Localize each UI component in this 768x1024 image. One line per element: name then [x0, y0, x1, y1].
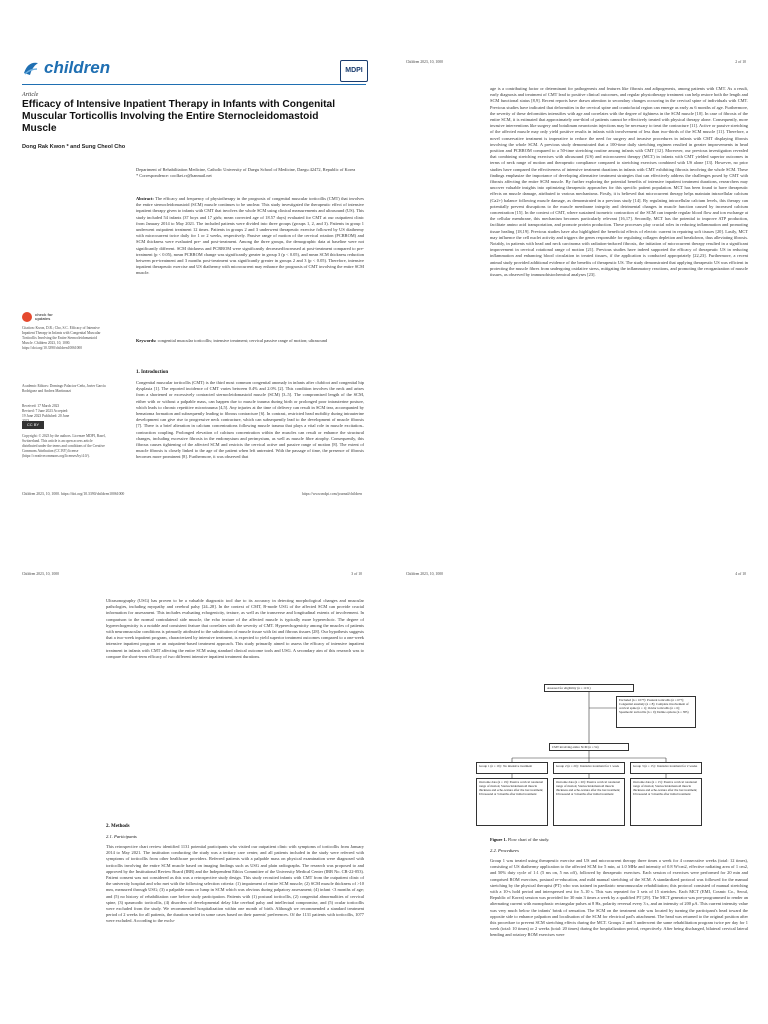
page-3-text-intro: Ultrasonography (USG) has proven to be a valuable diagnostic tool due to its accuracy in detecting morphological changes and muscular pathologies, including myopathy and cerebral palsy [24–28]. In the context of CMT, B-mode USG of the affected SCM can provide crucial information for assessment. This includes evaluating echogenicity, texture, as well as the transverse and longitudinal extents of involvement. In comparison to the normal contralateral side muscle, the echo texture of the affected muscle is typically more hyperechoic. The degree of hyperechogenicity is a notable and consistent feature that correlates with the severity of CMT. Hyperechogenicity among the muscles of patients with neuromuscular conditions is primarily attributed to the substitution of muscle tissue with fat and fibrous tissues [28]. Our hypothesis suggests that a two-week inpatient program, characterized by intensive treatment, is expected to yield superior treatment outcomes compared to a one-week intensive inpatient program or an outpatient-based treatment approach. This study primarily aimed to assess the efficacy of intensive inpatient treatment in infants with CMT affecting the entire SCM using standard clinical outcome tools and USG. A secondary aim of this research was to compare the short-term efficacy of two different intensive inpatient treatment durations.	[106, 598, 364, 659]
correspondence: * Correspondence: coolkei.rr@hanmail.net	[136, 173, 212, 178]
flow-box-excluded: Excluded (n = 1077): Postural torticollis (n = 677); Congenital anomaly (n = 8); Complete involvement of cervical spine (n = 1); Ocular torticollis (n = 6); Spasmodic torticollis (n = 0); Deline options (n = 385)	[616, 696, 696, 728]
page-number: 4 of 10	[735, 572, 746, 576]
article-dates: Received: 17 March 2023 Revised: 7 June 2023 Accepted: 19 June 2023 Published: 20 June	[22, 404, 70, 418]
flow-box-assessed: Assessed for eligibility (n = 1131)	[544, 684, 634, 692]
abstract	[136, 196, 364, 277]
page-2-text: age is a contributing factor or determinant for pathogenesis and features like fibrosis and adipogenesis, among patients with CMT. As a result, early diagnosis and treatment of CMT lead to positive clinical outcomes, and regular physiotherapy treatment can help restore both the length and SCM functional status [8,9]. Recent reports have drawn attention to secondary changes occurring in the cervical spine of individuals with CMT. Previous studies have indicated that deformities in the cervical spine and craniofacial region can emerge as early as 6 months of age. Furthermore, the severity of these deformities intensifies with age and correlates with the degree of tightness in the SCM muscle [10]. In case of fibrosis of the entire SCM, it is estimated that approximately one-third of patients cannot be effectively treated with physical therapy alone. Consequently, more invasive interventions like surgery and botulinum neurotoxin injections may be necessary to treat the contracture [11]. Active or passive stretching of the affected muscle may only yield positive results in infants with involvement of less than two-thirds of the SCM muscle [11]. Therefore, a novel conservative treatment is imperative to reduce the need for surgery and invasive procedures in infants with CMT displaying fibrosis involving the whole SCM. A previous study demonstrated that a 100-time daily stretching regimen resulted in greater improvements in head position and PCRROM compared to a 50-time stretching routine among infants with CMT [12]. Moreover, our previous investigation revealed that combining stretching exercises with ultrasound (US) and microcurrent therapy (MCT) in infants with CMT yielded superior outcomes in terms of neck range of motion and therapeutic compliance compared to stretching exercises combined with US alone [13]. However, no prior studies have compared the effectiveness of intensive treatment durations in infants with CMT exhibiting fibrosis involving the whole SCM. These findings emphasize the importance of developing alternative treatment strategies that can effectively address the challenges posed by CMT with fibrosis affecting the entire SCM muscle. By further exploring the potential benefits of intensive inpatient treatment durations, researchers may uncover valuable insights into optimizing therapeutic approaches for this specific patient population. MCT has been found to have therapeutic effects on muscle damage, attributed to various mechanisms. Firstly, it is believed that microcurrent therapy helps maintain intracellular calcium (Ca2+) balance following muscle damage, as demonstrated in a previous study [14]. By regulating intracellular calcium levels, this therapy can potentially prevent disruptions to the muscle membrane integrity and detrimental changes in muscle function caused by increased calcium concentration [15]. In the context of CMT, where sustained isometric contraction of the SCM can impede regular blood flow and ion exchange at the cellular membrane, this mechanism becomes particularly relevant [16,17]. Secondly, MCT has the potential to improve ATP production, facilitate amino acid transportation, and promote protein production. These processes play crucial roles in reducing inflammation and promoting tissue healing [18,19]. Previous studies have also highlighted the beneficial effects of electric current in repairing soft tissues [20]. Lastly, MCT may influence the cell nuclei activity and triggers the genes responsible for regulating collagen depletion and breakdown, thus alleviating fibrosis. Notably, in patients with head and neck carcinoma with radiation-induced fibrosis, the initiation of microcurrent therapy resulted in a significant improvement in cervical rotational range of motion [21]. Previous studies have indeed supported the efficacy of therapeutic US in reducing inflammation and enhancing blood circulation in treated tissues, if the application is conducted appropriately [22,23]. Furthermore, a recent animal study provided additional evidence of the benefits of therapeutic US. The study demonstrated that applying therapeutic US was efficient in protecting the muscle fibres from undergoing oxidative stress, mitigating the inflammatory reactions, and promoting the reorganization of muscle tissues, as observed by immunohistochemical analyses [23].	[490, 86, 748, 278]
flow-box-outcome-1: Outcome data (n = 19): Passive cervical rotational range of motion; Sternocleidomastoid muscle thickness and echo-texture after the last treatment; Ultrasound at 3 months after initial treatment	[476, 778, 548, 826]
flow-box-outcome-3: Outcome data (n = 15): Passive cervical rotational range of motion; Sternocleidomastoid muscle thickness and echo-texture after the last treatment; Ultrasound at 3 months after initial treatment	[630, 778, 702, 826]
footer-journal-url[interactable]: https://www.mdpi.com/journal/children	[301, 492, 362, 496]
mdpi-logo: MDPI	[340, 60, 368, 82]
section-introduction: 1. Introduction	[136, 370, 169, 375]
running-head: Children 2023, 10, 1000	[406, 60, 444, 64]
paper-title: Efficacy of Intensive Inpatient Therapy in Infants with Congenital Muscular Torticollis Involving the Entire Sternocleidomastoid Muscle	[22, 99, 336, 134]
page-number: 2 of 10	[735, 60, 746, 64]
authors: Dong Rak Kwon * and Sung Cheol Cho	[22, 144, 126, 150]
footer-doi[interactable]: Children 2023, 10, 1000. https://doi.org/10.3390/children10061000	[22, 492, 125, 496]
page-number: 3 of 10	[351, 572, 362, 576]
check-updates-label: check for updates	[35, 311, 53, 321]
section-methods: 2. Methods	[106, 824, 130, 829]
introduction-text: Congenital muscular torticollis (CMT) is the third most common congenital anomaly in infants after clubfoot and congenital hip dysplasia [1]. The reported incidence of CMT varies between 0.4% and 2.0% [2]. This condition involves the neck and arises from a shortened or excessively contracted sternocleidomastoid muscle (SCM) [3–5]. The compromised length of the SCM, either with or without a palpable mass, can happen due to muscle trauma during birth or prolonged poor intrauterine posture, which leads to chronic repetitive microtrauma [4,5]. Any injuries at the time of delivery can result in SCM tear, accompanied by hematoma formation and subsequently leading to fibrous contracture [6]. In contrast, restricted head mobility during intrauterine development can give rise to progressive neck contracture, which can subsequently lead to the development of muscle fibrosis [7]. There is a brief alteration in calcium concentrations following muscle trauma that plays a vital role in muscle excitation–contraction coupling. Prolonged elevation of calcium concentration within the muscles can result or enhance the structural changes, including excessive fibrosis in the endomysium and perimysium, as well as muscle fibre atrophy. Consequently, this fibrous causes tightening of the affected SCM and restricts the cervical active and passive range of motion [8]. The extent of muscle fibrosis is closely linked to the age of the patient when left untreated. With the passage of time, the presence of fibrosis becomes more prominent [8]. Furthermore, it was observed that	[136, 380, 364, 460]
copyright: Copyright: © 2023 by the authors. Licensee MDPI, Basel, Switzerland. This article is an open access article distributed under the terms and conditions of the Creative Commons Attribution (CC BY) license (https://creativecommons.org/licenses/by/4.0/).	[22, 434, 106, 458]
page-3	[0, 512, 384, 1024]
keywords-label: Keywords:	[136, 338, 157, 343]
affiliation-text: Department of Rehabilitation Medicine, Catholic University of Daegu School of Medicine, Daegu 42472, Republic of Korea	[136, 167, 356, 172]
figure-1-caption-text: Flow chart of the study.	[507, 837, 550, 842]
page-3-text-participants: This retrospective chart review identified 1131 potential participants who visited our outpatient clinic with symptoms of torticollis from January 2014 to May 2021. The institution conducting the study was a tertiary care center, and all patients included in the study were referred with symptoms of torticollis from other healthcare providers. Referred patients with a palpable mass on physical examination were diagnosed with torticollis involving the entire SCM muscle based on imaging findings such as USG and plain radiographs. The research was proposed to and approved by the Institutional Review Board (IRB) and the Independent Ethics Committee of the University Medical Center (IRB No. CR-22-053). Patient consent was not considered as this was a retrospective study design. This study recruited infants with CMT from the outpatient clinic of the university hospital and who met with the following selection criteria: (1) impairment of entire SCM muscle; (2) SCM muscle thickness of >10 mm, measured through USG; (3) a palpable mass or lump in SCM which was obvious during palpatory assessment; (4) infant <3 months of age; and (5) no history of rehabilitation care before study participation. Patients with (1) postural torticollis, (2) congenital abnormalities of cervical spine, (3) spasmodic torticollis, (4) disorders of developmental delay like cerebral palsy and intellectual compromise, and (5) ocular torticollis were excluded from the study. We recommended hospitalization within one month of birth. Although we recommended a standard treatment period of 2 weeks for all patients, the duration varied in some cases based on their parents' preferences. Of the 1131 patients with torticollis, 1077 were excluded. According to the exclu-	[106, 844, 364, 924]
running-head: Children 2023, 10, 1000	[22, 572, 60, 576]
check-for-updates[interactable]	[22, 312, 63, 322]
subsection-participants: 2.1. Participants	[106, 834, 137, 839]
keywords	[136, 338, 364, 344]
running-head: Children 2023, 10, 1000	[406, 572, 444, 576]
figure-1-label: Figure 1.	[490, 837, 507, 842]
academic-editors: Academic Editors: Domingo Palacios-Ceña, Javier García Rodríguez and Andrea Martinuzzi	[22, 384, 106, 393]
flow-box-enrolled: CMT involving entire SCM (n = 54)	[549, 743, 629, 751]
flow-box-group-2: Group 2 (n = 20) : Intensive treatment for 1 week	[553, 762, 625, 774]
figure-1-caption	[490, 837, 549, 842]
page-2	[384, 0, 768, 512]
abstract-label: Abstract:	[136, 196, 154, 201]
check-updates-icon	[22, 312, 32, 322]
page-4	[384, 512, 768, 1024]
header-rule	[22, 84, 366, 85]
subsection-procedures: 2.2. Procedures	[490, 848, 519, 853]
flow-chart	[474, 682, 704, 832]
children-logo-icon	[22, 59, 40, 77]
keywords-text: congenital muscular torticollis; intensive treatment; cervical passive range of motion; ultrasound	[157, 338, 328, 343]
citation: Citation: Kwon, D.R.; Cho, S.C. Efficacy of Intensive Inpatient Therapy in Infants with Congenital Muscular Torticollis Involving the Entire Sternocleidomastoid Muscle. Children 2023, 10, 1000. https://doi.org/10.3390/children10061000	[22, 326, 101, 350]
cc-license-badge[interactable]: CC BY	[22, 421, 44, 429]
abstract-text: The efficacy and frequency of physiotherapy in the prognosis of congenital muscular torticollis (CMT) that involves the entire sternocleidomastoid (SCM) muscle continues to be unclear. This study investigated the therapeutic effect of intensive inpatient therapy given to infants with CMT that involves the whole SCM using clinical measurements and ultrasound (US). This study included 54 infants (37 boys and 17 girls; mean corrected age of 18.57 days) evaluated for CMT at our outpatient clinic from January 2014 to May 2021. The included patients were divided into three groups (groups 1, 2, and 3). Patients in group 1 underwent outpatient treatment 12 times. Patients in groups 2 and 3 underwent therapeutic exercise followed by US diathermy with microcurrent twice daily for 1 or 2 weeks, respectively. Passive range of motion of the cervical rotation (PCRROM) and SCM thickness were evaluated pre- and post-treatment. Among the three groups, the demographic data at baseline were not significantly different. SCM thickness and PCRROM were significantly decreased/increased at post-treatment compared to pre-treatment (p < 0.05), mean PCRROM change was significantly greater in group 3 (p < 0.05), and mean SCM thickness reduction between pre-treatment and 3 months post-treatment was significantly greater in groups 2 and 3 (p < 0.05). Therefore, intensive inpatient therapeutic exercise and US diathermy with microcurrent may enhance the prognosis of CMT involving the entire SCM muscle.	[136, 196, 364, 276]
page-4-text: Group 1 was treated using therapeutic exercise and US and microcurrent therapy three times a week for 4 consecutive weeks (total: 12 times), consisting of US diathermy application to the affected SCM for 5 min, at 1.0 MHz and intensity of 0.8 W/cm2, effective radiating area of 1 cm2, and 50% duty cycle of 1:1 (5 ms on, 5 ms off), followed by therapeutic exercises. Each session of exercises were performed for 20 min and comprised ROM exercises, postural re-education, and mild manual stretching of the SCM. A standardized protocol was followed for the manual stretching by the physical therapist (PT) who was trained in paediatric neuromuscular rehabilitation; this protocol consisted of manual stretching with a 10-s hold period and interspersed rest for 5–10 s. This was repeated for 3 sets of 15 stretches. Each MCT (EMI, Cosmic Co., Seoul, Republic of Korea) session was provided for 30 min 3 times a week by a qualified PT [29]. The MCT generator was pre-programmed to render an alternating current with monophasic rectangular pulses at 8 Hz, polarity reversal every 3 s, and an intensity of 200 μA. This current intensity value was very much below the infants' brink of sensation. The SCM on the treatment side was located by turning the participant's head toward the opposite side to enhance palpation and localisation of the SCM for electrical pad's attachment. The head was returned to the original position after this procedure to prevent SCM stretching effects during the MCT. Groups 2 and 3 underwent the same rehabilitation program twice per day for 1 week (total: 10 times) or 2 weeks (total: 20 times) during the hospitalization period, respectively. After being discharged, bilateral cervical lateral bending and rotatory ROM exercises were	[490, 858, 748, 938]
flow-box-outcome-2: Outcome data (n = 20): Passive cervical rotational range of motion; Sternocleidomastoid muscle thickness and echo-texture after the last treatment; Ultrasound at 3 months after initial treatment	[553, 778, 625, 826]
journal-name: children	[44, 58, 111, 77]
flow-box-group-3: Group 3 (n = 15) : Intensive treatment for 2 weeks	[630, 762, 702, 774]
journal-logo	[22, 58, 110, 78]
flow-box-group-1: Group 1 (n = 19) : No intensive treatment	[476, 762, 548, 774]
article-type: Article	[22, 92, 39, 98]
affiliation	[136, 167, 356, 179]
page-1	[0, 0, 384, 512]
